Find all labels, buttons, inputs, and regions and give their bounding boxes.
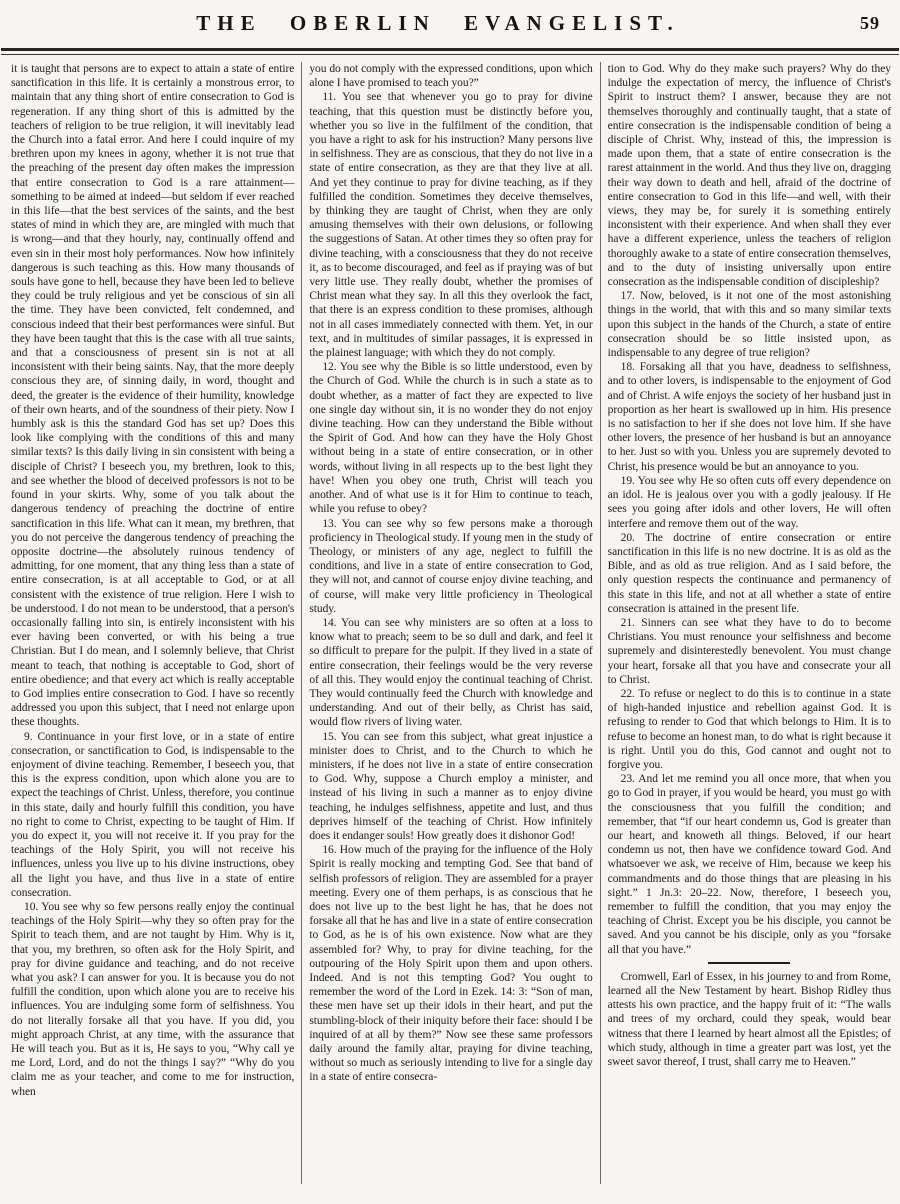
article-paragraph: 11. You see that whenever you go to pray for divine teaching, that this question must be distinctly before you, whether you so live in the fulfilment of the condition, that you have a right to ask for his instruction? Many persons live in selfishness. They are as conscious, that they do not live in a state of entire consecration, as they are that they live at all. And yet they continue to pray for divine teaching, as if they fulfilled the condition. Sometimes they deceive themselves, by thinking they are taught of Christ, when they are only amusing themselves with their own delusions, or following the suggestions of Satan. At other times they so often pray for divine teaching, with a consciousness that they do not receive it, as to become discouraged, and feel as if praying was of but very little use. They really doubt, whether the promises of Christ mean what they say. In all this they overlook the fact, that there is an express condition to these promises, although not in all cases immediately connected with them. Yet, in our text, and in multitudes of similar passages, it is expressed in the plainest language; with which they do not comply. <box>309 91 593 360</box>
masthead-title: THE OBERLIN EVANGELIST. <box>196 11 680 35</box>
page-number: 59 <box>860 13 880 33</box>
article-paragraph: 19. You see why He so often cuts off every dependence on an idol. He is jealous over you with a godly jealousy. If He sees you going after idols and other lovers, He will often interfere and remove them out of the way. <box>607 474 891 530</box>
column-1 <box>4 62 301 1184</box>
column-2 <box>302 62 599 1184</box>
article-paragraph: 13. You can see why so few persons make a thorough proficiency in Theological study. If young men in the study of Theology, or ministers of any age, neglect to fulfill the conditions, and live in a state of entire consecration to God, they will not, and cannot of course enjoy divine teaching, and of course, will make very little proficiency in Theological study. <box>309 517 593 615</box>
article-paragraph: tion to God. Why do they make such prayers? Why do they indulge the expectation of mercy, the influence of Christ's Spirit to instruct them? I answer, because they are not themselves thoroughly and continually taught, that a state of entire consecration is the indispensable condition of being a disciple of Christ. Why, instead of this, the impression is made upon them, that a state of entire consecration is the rarest attainment in the world. And thus they live on, dragging their way down to death and hell, afraid of the doctrine of entire consecration to God in this life—and well, with their views, they may be, for surely it is something entirely inconsistent with their experience. And when shall they ever have a different experience, unless the teachers of religion thoroughly awake to a state of entire consecration themselves, and to the duty of insisting universally upon entire consecration as the indispensable condition of discipleship? <box>607 63 891 289</box>
article-paragraph: 17. Now, beloved, is it not one of the most astonishing things in the world, that with this and so many similar texts upon this subject in the hands of the Church, a state of entire consecration should be so little insisted upon, as indispensable to any degree of true religion? <box>607 290 891 360</box>
article-paragraph: it is taught that persons are to expect to attain a state of entire sanctification in this life. It is certainly a monstrous error, to maintain that any thing short of entire consecration to God is regeneration. If any thing short of this is admitted by the teachers of religion to be true religion, it will inevitably lead the Church into a fatal error. And here I could inquire of my brethren upon my knees in agony, whether it is not true that the preaching of the present day often makes the impression that entire consecration to God is a rare attainment—something to be aimed at indeed—but seldom if ever reached in this life—that the best services of the saints, and the best states of mind in which they are, are mingled with much that is wrong—and that they hourly, nay, continually offend and even sin in their most holy performances. Now how infinitely dangerous is such teaching as this. How many thousands of souls have gone to hell, because they have been led to believe they could be truly religious and yet be conscious of sin all the time. They have been convicted, felt condemned, and conscious indeed that their best performances were sinful. But they have been taught that this is the case with all true saints, and that a consciousness of present sin is not at all inconsistent with their being saints. Nay, that the more deeply conscious they are, of sinning daily, in word, thought and deed, the greater is the evidence of their humility, knowledge of their own hearts, and of the soundness of their piety. Now I humbly ask is this the standard God has set up? Does this look like complying with the conditions of this and many similar texts? Is this daily living in sin consistent with being a disciple of Christ? I beseech you, my brethren, look to this, and see whether the blood of deceived professors is not to be found in your skirts. Why, some of you talk about the dangerous tendency of preaching the doctrine of entire sanctification in this life. What can it mean, my brethren, that you do not perceive the dangerous tendency of preaching the opposite doctrine—the absolutely ruinous tendency of admitting, for one moment, that any thing less than a state of entire consecration, is at all acceptable to God, or at all consistent with the existence of true religion. Here I wish to be understood. I do not mean to be understood, that a person's occasionally falling into sin, is entirely inconsistent with his ever having been converted, or with his being a true Christian. But I do mean, and I solemnly believe, that Christ meant to teach, that nothing is acceptable to God, short of entire obedience; and that every act which is really acceptable to God implies entire consecration to God. I have so recently addressed you upon this subject, that I need not enlarge upon these thoughts. <box>11 63 295 729</box>
article-paragraph: 20. The doctrine of entire consecration or entire sanctification in this life is no new doctrine. It is as old as the Bible, and as old as true religion. And as I said before, the only question respects the continuance and permanency of this state in this life, and not at all whether a state of entire consecration is attained in the present life. <box>607 531 891 615</box>
article-paragraph: Cromwell, Earl of Essex, in his journey to and from Rome, learned all the New Testament by heart. Bishop Ridley thus attests his own practice, and the happy fruit of it: “The walls and trees of my orchard, could they speak, would bear witness that there I learned by heart almost all the Epistles; of which study, although in time a greater part was lost, yet the sweet savor thereof, I trust, shall carry me to Heaven.” <box>607 970 891 1069</box>
article-paragraph: 16. How much of the praying for the influence of the Holy Spirit is really mocking and tempting God. See that band of selfish professors of religion. They are assembled for a prayer meeting. Every one of them perhaps, is as conscious that he does not live up to the best light he has, that he does not forsake all that he has and live in a state of entire consecration to God, as he is of his own existence. Now what are they assembled for? Why, to pray for divine teaching, for the outpouring of the Holy Spirit upon them and upon others. Indeed. And is not this tempting God? You ought to remember the word of the Lord in Ezek. 14: 3: “Son of man, these men have set up their idols in their heart, and put the stumbling-block of their iniquity before their face: should I be inquired of at all by them?” Now see these same professors daily around the family altar, praying for divine teaching, without so much as seriously intending to live for a single day in a state of entire consecra- <box>309 844 593 1084</box>
article-paragraph: you do not comply with the expressed conditions, upon which alone I have promised to teach you?” <box>309 63 593 90</box>
article-paragraph: 9. Continuance in your first love, or in a state of entire consecration, or sanctification to God, is indispensable to the enjoyment of divine teaching. Remember, I beseech you, that this is the express condition, upon which alone you are to expect the teachings of Christ. Unless, therefore, you continue in this state, daily and hourly fulfill this condition, you have no right to come to Christ, expecting to be taught of Him. If you do expect it, you will not receive it. If you pray for the teachings of the Holy Spirit, you will not receive his influences, unless you live up to his divine instructions, obey all the light you have, and thus live in a state of entire consecration. <box>11 730 295 899</box>
article-paragraph: 18. Forsaking all that you have, deadness to selfishness, and to other lovers, is indispensable to the enjoyment of God and of Christ. A wife enjoys the society of her husband just in proportion as her heart is swallowed up in him. His presence is no satisfaction to her if she does not love him. If she have other lovers, the presence of her husband is but an annoyance to her. Just so with you. Unless you are supremely devoted to Christ, his presence would be but an annoyance to you. <box>607 361 891 473</box>
article-paragraph: 23. And let me remind you all once more, that when you go to God in prayer, if you would be heard, you must go with the consciousness that you fulfill the condition; and remember, that “if our heart condemn us, God is greater than our heart, and knoweth all things. Beloved, if our heart condemn us not, then have we confidence toward God. And whatsoever we ask, we receive of Him, because we keep his commandments and do those things that are pleasing in his sight.” 1 Jn.3: 20–22. Now, therefore, I beseech you, remember to fulfill the condition, that you may enjoy the teaching of Christ. Except you be his disciple, you cannot be saved. And you cannot be his disciple, only as you “forsake all that you have.” <box>607 773 891 956</box>
article-paragraph: 10. You see why so few persons really enjoy the continual teachings of the Holy Spirit—why they so often pray for the Spirit to teach them, and are not taught by Him. Why is it, that you, my brethren, so often ask for the Holy Spirit, and pray for divine guidance and teaching, and do not receive what you ask? I can answer for you. It is because you do not fulfill the condition, upon which alone you are to receive his influences. You are indulging some form of selfishness. You do not literally forsake all that you have. If you did, you might approach Christ, at any time, with the assurance that He will teach you. But as it is, He says to you, “Why call ye me Lord, Lord, and do not the things I say?” “Why do you claim me as your teacher, and come to me for instruction, when <box>11 900 295 1098</box>
article-paragraph: 21. Sinners can see what they have to do to become Christians. You must renounce your selfishness and become supremely and disinterestedly benevolent. You must change your heart, forsake all that you have and consecrate your all to Christ. <box>607 616 891 686</box>
article-paragraph: 15. You can see from this subject, what great injustice a minister does to Christ, and to the Church to which he ministers, if he does not live in a state of entire consecration to God. Why, suppose a Church employ a minister, and instead of his living in such a manner as to enjoy divine teaching, he indulges selfishness, appetite and lust, and thus deprives himself of the teaching of Christ. How infinitely does it endanger souls! How greatly does it dishonor God! <box>309 730 593 842</box>
masthead <box>0 0 900 48</box>
section-divider-rule <box>708 962 790 964</box>
article-paragraph: 12. You see why the Bible is so little understood, even by the Church of God. While the church is in such a state as to doubt whether, as a matter of fact they are expected to live one single day without sin, it is no wonder they do not enjoy divine teaching. How can they understand the Bible without the Spirit of God. And how can they have the Holy Ghost without being in a state of entire consecration, or in other words, without living in all respects up to the best light they have! When you obey one truth, Christ will teach you another. And of what use is it for Him to continue to teach, while you refuse to obey? <box>309 361 593 516</box>
column-3 <box>601 62 898 1184</box>
article-columns <box>0 55 900 1184</box>
article-paragraph: 14. You can see why ministers are so often at a loss to know what to preach; seem to be so dull and dark, and feel it so difficult to prepare for the pulpit. If they lived in a state of entire consecration, their feelings would be the very reverse of all this. They would enjoy the continual teaching of Christ. They would continually feed the Church with knowledge and understanding. And out of their belly, as Christ has said, would flow rivers of living water. <box>309 616 593 729</box>
masthead-rule <box>1 48 899 55</box>
article-paragraph: 22. To refuse or neglect to do this is to continue in a state of high-handed injustice and rebellion against God. It is refusing to render to God that which belongs to Him. It is to refuse to become an honest man, to do what is right because it is right. Until you do this, God cannot and ought not to forgive you. <box>607 687 891 771</box>
